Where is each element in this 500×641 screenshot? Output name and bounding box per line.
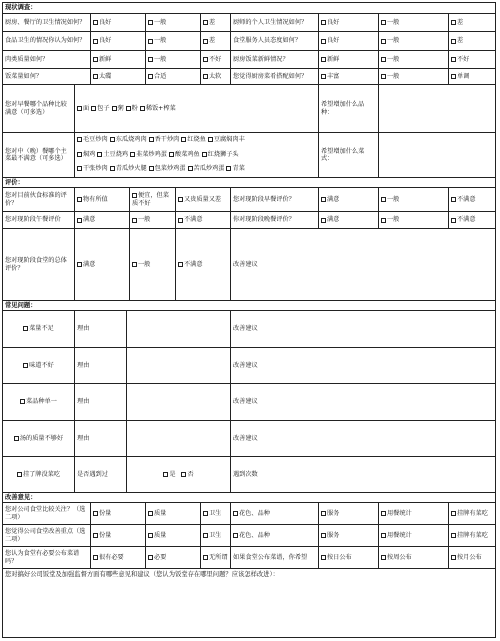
- option[interactable]: 份量: [91, 503, 146, 524]
- common-row: [3, 384, 495, 421]
- question-label: 您对现阶段午餐评价: [3, 212, 75, 228]
- yes-no-options: [127, 457, 231, 492]
- option[interactable]: 很有必要: [91, 547, 146, 568]
- option-poor[interactable]: 差: [449, 14, 497, 31]
- question-label: 您对中（晚）餐哪个主菜最不满意（可多选）: [3, 133, 75, 177]
- option-a[interactable]: 太碟: [91, 69, 146, 84]
- option[interactable]: 红烧鱼: [181, 136, 206, 143]
- checkbox[interactable]: [203, 555, 208, 560]
- option[interactable]: 韭菜炒鸡蛋: [130, 151, 167, 158]
- checkbox[interactable]: [93, 57, 98, 62]
- option[interactable]: 便宜，但菜质不好: [130, 188, 176, 211]
- option-bad[interactable]: 不好: [449, 51, 497, 68]
- option[interactable]: 酸菜鸡鱼: [169, 151, 200, 158]
- option-average[interactable]: 一般: [130, 212, 176, 228]
- option-poor[interactable]: 差: [201, 32, 231, 50]
- breakfast-options: [75, 85, 319, 132]
- option-fresh[interactable]: 新鲜: [319, 51, 379, 68]
- option[interactable]: 卫生: [201, 503, 231, 524]
- checkbox[interactable]: [203, 74, 208, 79]
- checkbox[interactable]: [140, 106, 145, 111]
- checkbox[interactable]: [77, 137, 82, 142]
- option-average[interactable]: 一般: [379, 51, 449, 68]
- lunch-row: [3, 133, 495, 178]
- checkbox[interactable]: [208, 137, 213, 142]
- checkbox[interactable]: [451, 39, 456, 44]
- section-title-evaluation: 评价：: [3, 178, 495, 188]
- option[interactable]: 红烧狮子头: [202, 151, 239, 158]
- option-average[interactable]: 一般: [146, 51, 201, 68]
- option[interactable]: 用餐统计: [379, 503, 449, 524]
- option-average[interactable]: 一般: [146, 32, 201, 50]
- option-unsatisfied[interactable]: 不满意: [449, 188, 497, 211]
- option[interactable]: 干张炒肉: [77, 165, 108, 172]
- common-row: [3, 457, 495, 493]
- checkbox[interactable]: [77, 218, 82, 223]
- option-satisfied[interactable]: 满意: [75, 229, 130, 300]
- checkbox[interactable]: [451, 57, 456, 62]
- option[interactable]: 挂牌有菜吃: [449, 503, 497, 524]
- issue-option[interactable]: 菜品种单一: [3, 384, 75, 420]
- issue-option[interactable]: 味道不好: [3, 348, 75, 383]
- reason-input[interactable]: [127, 311, 231, 347]
- option-average[interactable]: 一般: [130, 229, 176, 300]
- status-row: [3, 69, 495, 85]
- checkbox[interactable]: [93, 20, 98, 25]
- checkbox[interactable]: [451, 555, 456, 560]
- common-row: [3, 311, 495, 348]
- checkbox[interactable]: [178, 197, 183, 202]
- question-label: 您对现阶段食堂的总体评价？: [3, 229, 75, 300]
- option-average[interactable]: 一般: [379, 188, 449, 211]
- checkbox[interactable]: [321, 57, 326, 62]
- checkbox[interactable]: [188, 166, 193, 171]
- reason-label: 是否遇到过: [75, 457, 127, 492]
- checkbox[interactable]: [110, 137, 115, 142]
- checkbox[interactable]: [93, 74, 98, 79]
- checkbox[interactable]: [451, 511, 456, 516]
- suggestion-field[interactable]: 改善建议: [233, 434, 258, 442]
- checkbox[interactable]: [381, 533, 386, 538]
- checkbox[interactable]: [126, 106, 131, 111]
- question-label: 厨房饭菜新鲜情况？: [231, 51, 319, 68]
- checkbox[interactable]: [93, 533, 98, 538]
- checkbox[interactable]: [178, 218, 183, 223]
- option-average[interactable]: 一般: [379, 14, 449, 31]
- checkbox[interactable]: [148, 20, 153, 25]
- option[interactable]: 质量: [146, 525, 201, 546]
- checkbox[interactable]: [77, 152, 82, 157]
- checkbox[interactable]: [226, 166, 231, 171]
- option-good[interactable]: 良好: [319, 14, 379, 31]
- question-label: 您觉得厨房菜肴搭配如何？: [231, 69, 319, 84]
- checkbox[interactable]: [321, 74, 326, 79]
- question-label: 您对目前伙食标准的评价？: [3, 188, 75, 211]
- checkbox[interactable]: [23, 326, 28, 331]
- checkbox[interactable]: [20, 399, 25, 404]
- checkbox[interactable]: [321, 218, 326, 223]
- option-poor[interactable]: 差: [201, 14, 231, 31]
- option[interactable]: 按日公布: [319, 547, 379, 568]
- reason-label: 理由: [75, 348, 127, 383]
- common-row: [3, 348, 495, 384]
- question-label: 饭菜量如何？: [3, 69, 91, 84]
- improve-row: [3, 525, 495, 547]
- reason-input[interactable]: [127, 348, 231, 383]
- checkbox[interactable]: [451, 197, 456, 202]
- checkbox[interactable]: [381, 218, 386, 223]
- issue-option[interactable]: 挂了牌没菜吃: [3, 457, 75, 492]
- checkbox[interactable]: [203, 511, 208, 516]
- checkbox[interactable]: [181, 472, 186, 477]
- question-label: 您对早餐哪个品种比较满意（可多选）: [3, 85, 75, 132]
- question-label: 您对公司食堂比较关注？（选二项）: [3, 503, 91, 524]
- suggestion-field[interactable]: 改善建议: [233, 260, 258, 268]
- checkbox[interactable]: [381, 57, 386, 62]
- status-row: [3, 14, 495, 32]
- checkbox[interactable]: [97, 152, 102, 157]
- option-rich[interactable]: 丰富: [319, 69, 379, 84]
- option[interactable]: 又贵质量又差: [176, 188, 231, 211]
- option[interactable]: 土豆烧鸡: [97, 151, 128, 158]
- option-satisfied[interactable]: 满意: [319, 188, 379, 211]
- section-title-improve: 改善意见：: [3, 493, 495, 503]
- checkbox[interactable]: [321, 39, 326, 44]
- checkbox[interactable]: [381, 74, 386, 79]
- checkbox[interactable]: [110, 166, 115, 171]
- option-good[interactable]: 良好: [91, 14, 146, 31]
- checkbox[interactable]: [321, 511, 326, 516]
- eval-row: [3, 188, 495, 212]
- option[interactable]: 包子: [91, 105, 109, 113]
- option[interactable]: 毛豆炒肉: [77, 136, 108, 143]
- checkbox[interactable]: [181, 137, 186, 142]
- eval-row: [3, 229, 495, 301]
- checkbox[interactable]: [381, 39, 386, 44]
- checkbox[interactable]: [148, 39, 153, 44]
- checkbox[interactable]: [178, 262, 183, 267]
- option[interactable]: 无所谓: [201, 547, 231, 568]
- option-yes[interactable]: 是: [163, 471, 175, 479]
- option[interactable]: 香干炒肉: [149, 136, 180, 143]
- option[interactable]: 按月公布: [449, 547, 497, 568]
- option[interactable]: 豆腐焖肉丰: [208, 136, 245, 143]
- section-title-status: 现状调查：: [3, 3, 495, 14]
- suggestion-field[interactable]: 改善建议: [233, 325, 258, 333]
- option[interactable]: 挂牌有菜吃: [449, 525, 497, 546]
- checkbox[interactable]: [202, 152, 207, 157]
- option[interactable]: 服务: [319, 525, 379, 546]
- reason-label: 理由: [75, 311, 127, 347]
- option[interactable]: 青菜: [226, 165, 244, 172]
- checkbox[interactable]: [77, 166, 82, 171]
- checkbox[interactable]: [93, 511, 98, 516]
- suggestion-field[interactable]: 改善建议: [233, 398, 258, 406]
- option-good[interactable]: 良好: [91, 32, 146, 50]
- checkbox[interactable]: [163, 472, 168, 477]
- option[interactable]: 花色、品种: [231, 525, 319, 546]
- improve-row: [3, 503, 495, 525]
- option[interactable]: 物有所值: [75, 188, 130, 211]
- checkbox[interactable]: [169, 152, 174, 157]
- option-poor[interactable]: 差: [449, 32, 497, 50]
- checkbox[interactable]: [203, 39, 208, 44]
- issue-option[interactable]: 菜量不足: [3, 311, 75, 347]
- checkbox[interactable]: [132, 193, 137, 198]
- suggestion-field[interactable]: 改善建议: [233, 361, 258, 369]
- checkbox[interactable]: [132, 218, 137, 223]
- option-bad[interactable]: 不好: [201, 51, 231, 68]
- times-field[interactable]: 遇到次数: [233, 470, 258, 478]
- checkbox[interactable]: [148, 555, 153, 560]
- option[interactable]: 粥: [112, 105, 124, 113]
- common-row: [3, 421, 495, 457]
- lunch-options: [75, 133, 319, 177]
- checkbox[interactable]: [77, 106, 82, 111]
- eval-row: [3, 212, 495, 229]
- checkbox[interactable]: [321, 20, 326, 25]
- option-b[interactable]: 合适: [146, 69, 201, 84]
- option[interactable]: 卫生: [201, 525, 231, 546]
- option-satisfied[interactable]: 满意: [319, 212, 379, 228]
- option[interactable]: 粉: [126, 105, 138, 113]
- checkbox[interactable]: [321, 533, 326, 538]
- wish-label: 希望增加什么菜式：: [319, 133, 379, 177]
- option[interactable]: 包菜炒鸡蛋: [149, 165, 186, 172]
- checkbox[interactable]: [148, 511, 153, 516]
- option[interactable]: 按周公布: [379, 547, 449, 568]
- checkbox[interactable]: [321, 555, 326, 560]
- checkbox[interactable]: [451, 533, 456, 538]
- checkbox[interactable]: [148, 74, 153, 79]
- checkbox[interactable]: [381, 197, 386, 202]
- option-no[interactable]: 否: [181, 471, 193, 479]
- option[interactable]: 必要: [146, 547, 201, 568]
- checkbox[interactable]: [233, 511, 238, 516]
- improve-row: [3, 547, 495, 569]
- checkbox[interactable]: [149, 166, 154, 171]
- option[interactable]: 稀饭+榨菜: [140, 105, 176, 113]
- checkbox[interactable]: [14, 436, 19, 441]
- option-unsatisfied[interactable]: 不满意: [176, 212, 231, 228]
- wish-input[interactable]: [379, 85, 497, 132]
- question-label: 肉类质量如何？: [3, 51, 91, 68]
- reason-input[interactable]: [127, 384, 231, 420]
- breakfast-row: [3, 85, 495, 133]
- checkbox[interactable]: [132, 262, 137, 267]
- option-monotone[interactable]: 单调: [449, 69, 497, 84]
- wish-label: 希望增加什么品种：: [319, 85, 379, 132]
- reason-input[interactable]: [127, 421, 231, 456]
- question-label: 您觉得公司食堂改善重点（选二项）: [3, 525, 91, 546]
- checkbox[interactable]: [91, 106, 96, 111]
- question-label: 您对现阶段早餐评价？: [231, 188, 319, 211]
- reason-label: 理由: [75, 384, 127, 420]
- option[interactable]: 青瓜炒火腿: [110, 165, 147, 172]
- checkbox[interactable]: [23, 363, 28, 368]
- checkbox[interactable]: [203, 533, 208, 538]
- final-question[interactable]: 您对搞好公司饭堂及加强监督方面有哪些意见和建议（您认为饭堂存在哪里问题？应该怎样改进）：: [5, 571, 279, 578]
- question-label: 您认为食堂有必要公布菜谱吗？: [3, 547, 91, 568]
- option-good[interactable]: 良好: [319, 32, 379, 50]
- checkbox[interactable]: [203, 57, 208, 62]
- option[interactable]: 质量: [146, 503, 201, 524]
- checkbox[interactable]: [321, 197, 326, 202]
- checkbox[interactable]: [451, 74, 456, 79]
- checkbox[interactable]: [148, 533, 153, 538]
- checkbox[interactable]: [77, 197, 82, 202]
- checkbox[interactable]: [149, 137, 154, 142]
- checkbox[interactable]: [381, 20, 386, 25]
- checkbox[interactable]: [130, 152, 135, 157]
- section-title-common: 常见问题：: [3, 301, 495, 311]
- option-unsatisfied[interactable]: 不满意: [176, 229, 231, 300]
- checkbox[interactable]: [381, 511, 386, 516]
- option[interactable]: 用餐统计: [379, 525, 449, 546]
- checkbox[interactable]: [112, 106, 117, 111]
- checkbox[interactable]: [233, 533, 238, 538]
- checkbox[interactable]: [93, 555, 98, 560]
- checkbox[interactable]: [77, 262, 82, 267]
- status-row: [3, 32, 495, 51]
- issue-option[interactable]: 汤的质量不够好: [3, 421, 75, 456]
- option-c[interactable]: 太软: [201, 69, 231, 84]
- question-label: 如果食堂公布菜谱，你希望: [231, 547, 319, 568]
- option-average[interactable]: 一般: [379, 212, 449, 228]
- option-average[interactable]: 一般: [379, 69, 449, 84]
- checkbox[interactable]: [148, 57, 153, 62]
- reason-label: 理由: [75, 421, 127, 456]
- option-unsatisfied[interactable]: 不满意: [449, 212, 497, 228]
- status-row: [3, 51, 495, 69]
- option[interactable]: 花色、品种: [231, 503, 319, 524]
- option-average[interactable]: 一般: [379, 32, 449, 50]
- checkbox[interactable]: [451, 218, 456, 223]
- option[interactable]: 东瓜烧鸡肉: [110, 136, 147, 143]
- question-label: 厨师的个人卫生情况如何？: [231, 14, 319, 31]
- checkbox[interactable]: [203, 20, 208, 25]
- question-label: 食品卫生的情况你认为如何？: [3, 32, 91, 50]
- option[interactable]: 服务: [319, 503, 379, 524]
- survey-form: [2, 2, 496, 638]
- checkbox[interactable]: [93, 39, 98, 44]
- question-label: 你对现阶段晚餐评价？: [231, 212, 319, 228]
- wish-input[interactable]: [379, 133, 497, 177]
- option[interactable]: 焖鸡: [77, 151, 95, 158]
- checkbox[interactable]: [17, 472, 22, 477]
- option[interactable]: 份量: [91, 525, 146, 546]
- question-label: 食堂服务人员态度如何？: [231, 32, 319, 50]
- option[interactable]: 苦瓜炒鸡蛋: [188, 165, 225, 172]
- checkbox[interactable]: [381, 555, 386, 560]
- question-label: 厨房、餐厅的卫生情况如何？: [3, 14, 91, 31]
- option[interactable]: 面: [77, 105, 89, 113]
- option-average[interactable]: 一般: [146, 14, 201, 31]
- checkbox[interactable]: [451, 20, 456, 25]
- option-satisfied[interactable]: 满意: [75, 212, 130, 228]
- option-fresh[interactable]: 新鲜: [91, 51, 146, 68]
